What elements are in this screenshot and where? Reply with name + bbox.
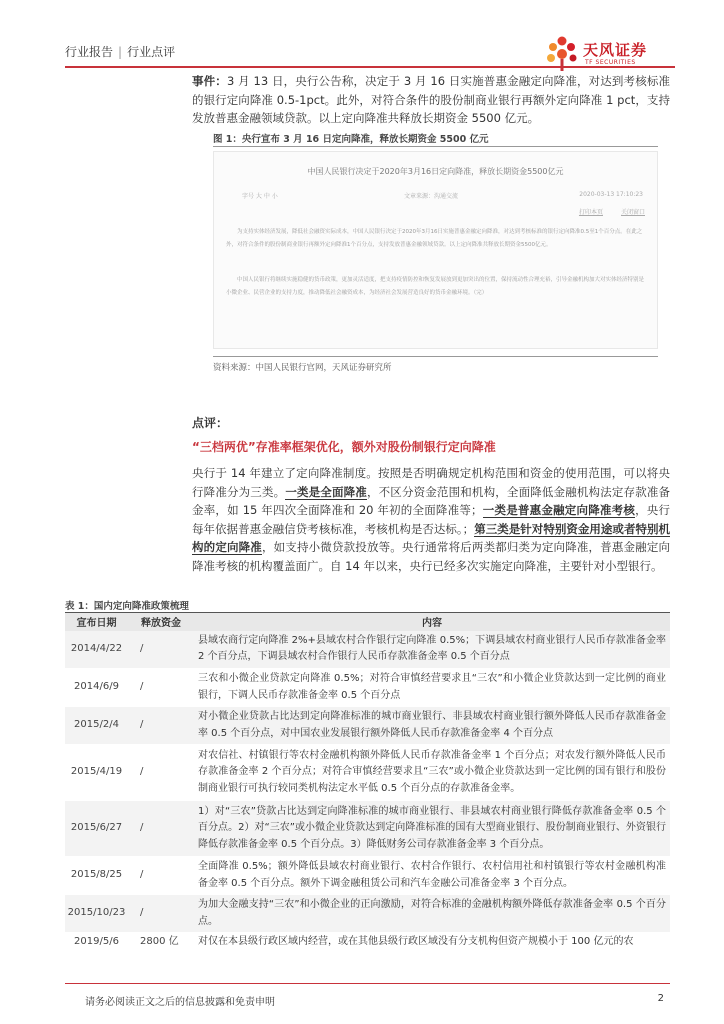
row-fund-value: / [140,907,144,919]
comment-highlight-1: 一类是全面降准 [285,484,367,499]
row-fund [128,669,194,707]
table-row [65,707,670,745]
report-type: 行业报告 [65,45,114,59]
row-fund [128,895,194,933]
row-fund-value: / [140,869,144,881]
row-date: 2015/2/4 [65,707,128,745]
table-header-row [65,613,670,631]
row-fund [128,631,194,669]
comment-highlight-3: 第三类是针对特别资金用途或者特别机构的定向降准 [192,521,670,554]
row-fund [128,933,194,952]
page-header [65,35,675,65]
figure-inner-paragraph-1: 为支持实体经济发展，降低社会融资实际成本，中国人民银行决定于2020年3月16日实施普惠金融定向降准，对达到考核标准的银行定向降准0.5至1个百分点。在此之外，对符合条件的股份制商业银行再额外定向降准1个百分点，支持发放普惠金融领域贷款。以上定向降准共释放长期资金5500亿元。 [226,229,643,248]
row-date: 2015/8/25 [65,857,128,895]
table-row [65,933,670,952]
header-date: 宣布日期 [65,613,128,631]
comment-paragraph [192,464,670,575]
table-row [65,745,670,801]
table-row [65,669,670,707]
event-label: 事件： [192,74,227,88]
report-subtype: 行业点评 [127,45,176,59]
row-date: 2014/6/9 [65,669,128,707]
row-date: 2014/4/22 [65,631,128,669]
figure-source: 资料来源：中国人民银行官网，天风证券研究所 [213,363,392,373]
row-fund-value: / [140,822,144,834]
table-row [65,631,670,669]
figure-inner-actions [561,207,645,216]
row-fund-value: / [140,681,144,693]
row-fund [128,745,194,801]
row-content: 为加大金融支持“三农”和小微企业的正向激励，对符合标准的金融机构额外降低存款准备金率 0.5 个百分点。 [194,895,670,933]
figure-inner-fontsize: 字号 大 中 小 [242,193,278,200]
footer-divider [65,983,670,984]
row-date: 2015/4/19 [65,745,128,801]
footer-disclaimer: 请务必阅读正文之后的信息披露和免责申明 [85,997,275,1008]
row-fund [128,857,194,895]
figure-inner-title: 中国人民银行决定于2020年3月16日定向降准，释放长期资金5500亿元 [307,167,564,176]
comment-text-g: ，如支持小微贷款投放等。央行通常将后两类都归类为定向降准，普惠金融定向降准考核的机构覆盖面广。自 14 年以来，央行已经多次实施定向降准，主要针对小型银行。 [192,540,671,573]
logo-english: TF SECURITIES [585,59,636,66]
row-fund-value: / [140,766,144,778]
report-category [65,43,175,60]
row-date: 2015/10/23 [65,895,128,933]
row-content: 三农和小微企业贷款定向降准 0.5%；对符合审慎经营要求且“三农”和小微企业贷款达到一定比例的商业银行，下调人民币存款准备金率 0.5 个百分点 [194,669,670,707]
row-content: 对小微企业贷款占比达到定向降准标准的城市商业银行、非县域农村商业银行额外降低人民币存款准备金率 0.5 个百分点，对中国农业发展银行额外降低人民币存款准备金率 4 个百分点 [194,707,670,745]
header-content: 内容 [194,613,670,631]
tf-securities-logo [545,35,675,75]
row-date: 2015/6/27 [65,801,128,857]
row-content: 1）对“三农”贷款占比达到定向降准标准的城市商业银行、非县域农村商业银行降低存款准备金率 0.5 个百分点。2）对“三农”或小微企业贷款达到定向降准标准的国有大型商业银行、股份制商业银行、外资银行降低存款准备金率 0.5 个百分点。3）降低财务公司存款准备金率 3 个百分点。 [194,801,670,857]
figure-bottom-rule [213,356,658,357]
figure-top-rule [213,146,658,147]
comment-text-e: ，央行每年依据普惠金融信贷考核标准，考核机构是否达标。； [192,503,671,536]
table-row [65,857,670,895]
row-content: 对农信社、村镇银行等农村金融机构额外降低人民币存款准备金率 1 个百分点；对农发行额外降低人民币存款准备金率 2 个百分点；对符合审慎经营要求且“三农”或小微企业贷款达到一定比例的国有银行和股份制商业银行可执行较同类机构法定水平低 0.5 个百分点的存款准备金率。 [194,745,670,801]
comment-text-a: 央行于 14 年建立了定向降准制度。按照是否明确规定机构范围和资金的使用范围，可以将央行降准分为三类。 [192,466,670,499]
header-divider [65,66,675,68]
header-fund: 释放资金 [128,613,194,631]
row-fund [128,801,194,857]
row-date: 2019/5/6 [65,933,128,952]
row-content: 县域农商行定向降准 2%+县域农村合作银行定向降准 0.5%；下调县域农村商业银行人民币存款准备金率 2 个百分点，下调县域农村合作银行人民币存款准备金率 0.5 个百分点 [194,631,670,669]
comment-highlight-2: 一类是普惠金融定向降准考核 [482,503,636,517]
table-row [65,801,670,857]
figure-screenshot [213,151,658,349]
event-text: 3 月 13 日，央行公告称，决定于 3 月 16 日实施普惠金融定向降准，对达到考核标准的银行定向降准 0.5-1pct。此外，对符合条件的股份制商业银行再额外定向降准 1 pct，支持发放普惠金融领域贷款。以上定向降准共释放长期资金 5500 亿元。 [192,74,670,125]
figure-inner-close: 关闭窗口 [620,209,645,216]
comment-text-c: ，不区分资金范围和机构，全面降低金融机构法定存款准备金率，如 15 年四次全面降准和 20 年初的全面降准等； [192,484,671,517]
comment-label: 点评： [192,416,229,430]
figure-inner-print: 打印本页 [578,209,603,216]
row-fund-value: / [140,643,144,654]
figure-title: 图 1：央行宣布 3 月 16 日定向降准，释放长期资金 5500 亿元 [213,134,489,145]
row-fund-value: 2800 亿 [140,935,179,947]
row-content: 对仅在本县级行政区域内经营，或在其他县级行政区域没有分支机构但资产规模小于 100 亿元的农 [194,933,670,952]
row-fund [128,707,194,745]
section-heading: “三档两优”存准率框架优化，额外对股份制银行定向降准 [192,440,496,454]
row-content: 全面降准 0.5%；额外降低县域农村商业银行、农村合作银行、农村信用社和村镇银行等农村金融机构准备金率 0.5 个百分点。额外下调金融租赁公司和汽车金融公司准备金率 3 个百分点。 [194,857,670,895]
figure-inner-paragraph-2: 中国人民银行将继续实施稳健的货币政策，更加灵活适度，把支持疫情防控和恢复发展放到更加突出的位置，保持流动性合理充裕，引导金融机构加大对实体经济特别是小微企业、民营企业的支持力度，推动降低社会融资成本，为经济社会发展营造良好的货币金融环境。（完） [226,277,645,296]
row-fund-value: / [140,719,144,731]
figure-inner-source: 文章来源：沟通交流 [404,193,459,200]
event-paragraph [192,72,670,128]
logo-name: 天风证券 [583,41,648,59]
page-number: 2 [657,993,664,1004]
table-row [65,895,670,933]
policy-table [65,612,670,952]
header-separator: | [118,45,123,59]
table-title: 表 1：国内定向降准政策梳理 [65,601,189,612]
figure-inner-date: 2020-03-13 17:10:23 [579,191,643,198]
